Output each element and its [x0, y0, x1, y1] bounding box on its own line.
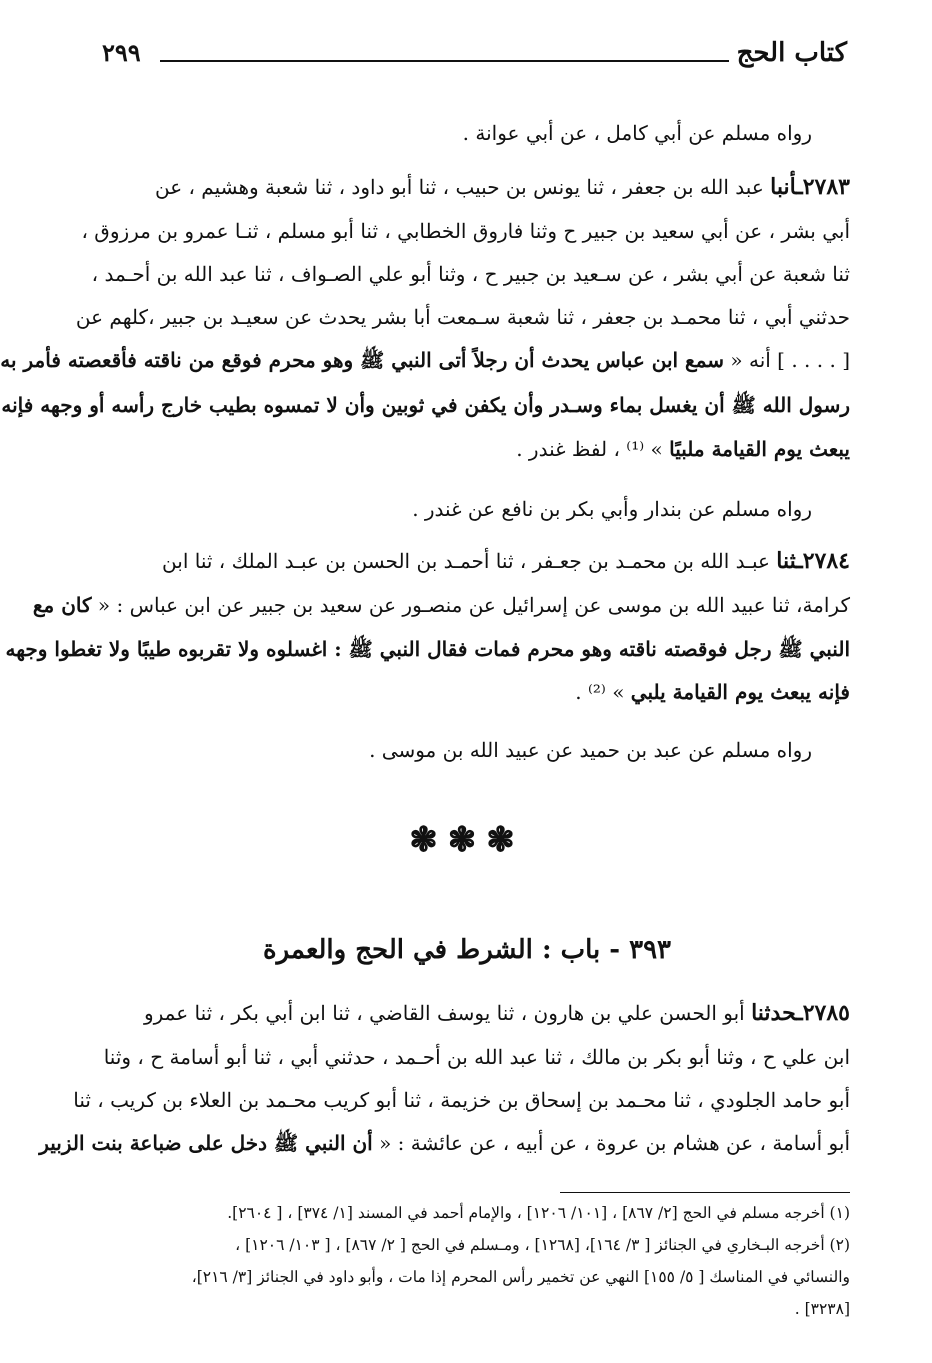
matn-text: سمع ابن عباس يحدث أن رجلاً أتى النبي ﷺ وهو محرم فوقع من ناقته فأقعصته فأمر به	[0, 348, 725, 372]
hadith-2783-line-2: أبي بشر ، عن أبي سعيد بن جبير ح وثنا فاروق الخطابي ، ثنا أبو مسلم ، ثنـا عمرو بن مرزوق ،	[81, 219, 850, 243]
hadith-number: ٢٧٨٥	[802, 1000, 850, 1026]
narration-line: رواه مسلم عن عبد بن حميد عن عبيد الله بن موسى .	[369, 738, 812, 762]
narration-line: رواه مسلم عن بندار وأبي بكر بن نافع عن غندر .	[412, 497, 812, 521]
hadith-number: ٢٧٨٣	[802, 174, 850, 200]
hadith-2783-line-5	[0, 345, 850, 375]
hadith-2784-line-4	[102, 677, 850, 707]
footnote-1: (١) أخرجه مسلم في الحج [٢/ ٨٦٧] ، [١٠١/ ١٢٠٦] ، والإمام أحمد في المسند [١/ ٣٧٤] ، [ ٢٦٠٤].	[227, 1204, 850, 1222]
hadith-2785-line-1: ٢٧٨٥ـحدثنا أبو الحسن علي بن هارون ، ثنا يوسف القاضي ، ثنا ابن أبي بكر ، ثنا عمرو	[143, 1000, 850, 1026]
footnote-rule	[560, 1192, 850, 1193]
hadith-2784-line-3: النبي ﷺ رجل فوقصته ناقته وهو محرم فمات فقال النبي ﷺ : اغسلوه ولا تقربوه طيبًا ولا تغطوا وجهه	[5, 637, 850, 661]
hadith-2785-line-3: أبو حامد الجلودي ، ثنا محـمد بن إسحاق بن خزيمة ، ثنا أبو كريب محـمد بن العلاء بن كريب ، ثنا	[73, 1088, 850, 1112]
hadith-2785-line-2: ابن علي ح ، وثنا أبو بكر بن مالك ، ثنا عبد الله بن أحـمد ، حدثني أبي ، ثنا أبو أسامة ح ، وثنا	[103, 1045, 850, 1069]
hadith-number: ٢٧٨٤	[802, 548, 850, 574]
matn-text: كان مع	[32, 593, 92, 617]
footnote-2-line-3: [٣٢٣٨] .	[794, 1300, 850, 1318]
matn-text: فإنه يبعث يوم القيامة يلبي	[630, 680, 850, 704]
narration-line: رواه مسلم عن أبي كامل ، عن أبي عوانة .	[462, 121, 812, 145]
footnote-2-line-1: (٢) أخرجه البـخاري في الجنائز [ ٣/ ١٦٤]، [١٢٦٨] ، ومـسلم في الحج [ ٢/ ٨٦٧] ، [ ١٠٣/ ١٢٠٦] ،	[235, 1236, 850, 1254]
isnad-text: » ⁽²⁾ .	[575, 680, 631, 704]
isnad-text: عبـد الله بن محمـد بن جعـفر ، ثنا أحمـد بن الحسن بن عبـد الملك ، ثنا ابن	[162, 549, 770, 573]
chapter-heading: ٣٩٣ - باب : الشرط في الحج والعمرة	[262, 935, 672, 965]
isnad-text: أبو أسامة ، عن هشام بن عروة ، عن أبيه ، عن عائشة : «	[372, 1131, 850, 1155]
matn-text: يبعث يوم القيامة ملبيًا	[669, 437, 850, 461]
header-rule	[160, 60, 729, 62]
transmission-keyword: ثنا	[776, 548, 797, 574]
hadith-2784-line-1: ٢٧٨٤ـثنا عبـد الله بن محمـد بن جعـفر ، ثنا أحمـد بن الحسن بن عبـد الملك ، ثنا ابن	[162, 548, 850, 574]
hadith-2783-line-4: حدثني أبي ، ثنا محمـد بن جعفر ، ثنا شعبة سـمعت أبا بشر يحدث عن سعيـد بن جبير ،كلهم عن	[75, 305, 850, 329]
transmission-keyword: حدثنا	[751, 1000, 797, 1026]
book-title: كتاب الحج	[736, 38, 847, 68]
hadith-2784-line-2	[32, 590, 850, 620]
isnad-text: [ . . . . ] أنه «	[724, 348, 850, 372]
section-separator: ❃❃❃	[409, 820, 525, 860]
isnad-text: » ⁽¹⁾ ، لفظ غندر .	[516, 437, 670, 461]
transmission-keyword: أنبا	[770, 174, 797, 200]
page-header	[102, 38, 847, 78]
hadith-2785-line-4	[39, 1128, 850, 1158]
matn-text: أن النبي ﷺ دخل على ضباعة بنت الزبير	[39, 1131, 373, 1155]
isnad-text: أبو الحسن علي بن هارون ، ثنا يوسف القاضي ، ثنا ابن أبي بكر ، ثنا عمرو	[143, 1001, 745, 1025]
hadith-2783-line-7	[102, 434, 850, 464]
book-page	[2, 0, 932, 1363]
hadith-2783-line-1: ٢٧٨٣ـأنبا عبد الله بن جعفر ، ثنا يونس بن حبيب ، ثنا أبو داود ، ثنا شعبة وهشيم ، عن	[154, 174, 850, 200]
hadith-2783-line-6: رسول الله ﷺ أن يغسل بماء وسـدر وأن يكفن في ثوبين وأن لا تمسوه بطيب خارج رأسه أو وجهه فإنه	[1, 393, 850, 417]
hadith-2783-line-3: ثنا شعبة عن أبي بشر ، عن سـعيد بن جبير ح ، وثنا أبو علي الصـواف ، ثنا عبد الله بن أحـمد ،	[91, 262, 850, 286]
isnad-text: كرامة، ثنا عبيد الله بن موسى عن إسرائيل عن منصـور عن سعيد بن جبير عن ابن عباس : «	[91, 593, 850, 617]
footnote-2-line-2: والنسائي في المناسك [ ٥/ ١٥٥] النهي عن تخمير رأس المحرم إذا مات ، وأبو داود في الجنائز [٣/ ٢١٦]،	[191, 1268, 850, 1286]
isnad-text: عبد الله بن جعفر ، ثنا يونس بن حبيب ، ثنا أبو داود ، ثنا شعبة وهشيم ، عن	[154, 175, 764, 199]
page-number: ٢٩٩	[102, 38, 141, 67]
